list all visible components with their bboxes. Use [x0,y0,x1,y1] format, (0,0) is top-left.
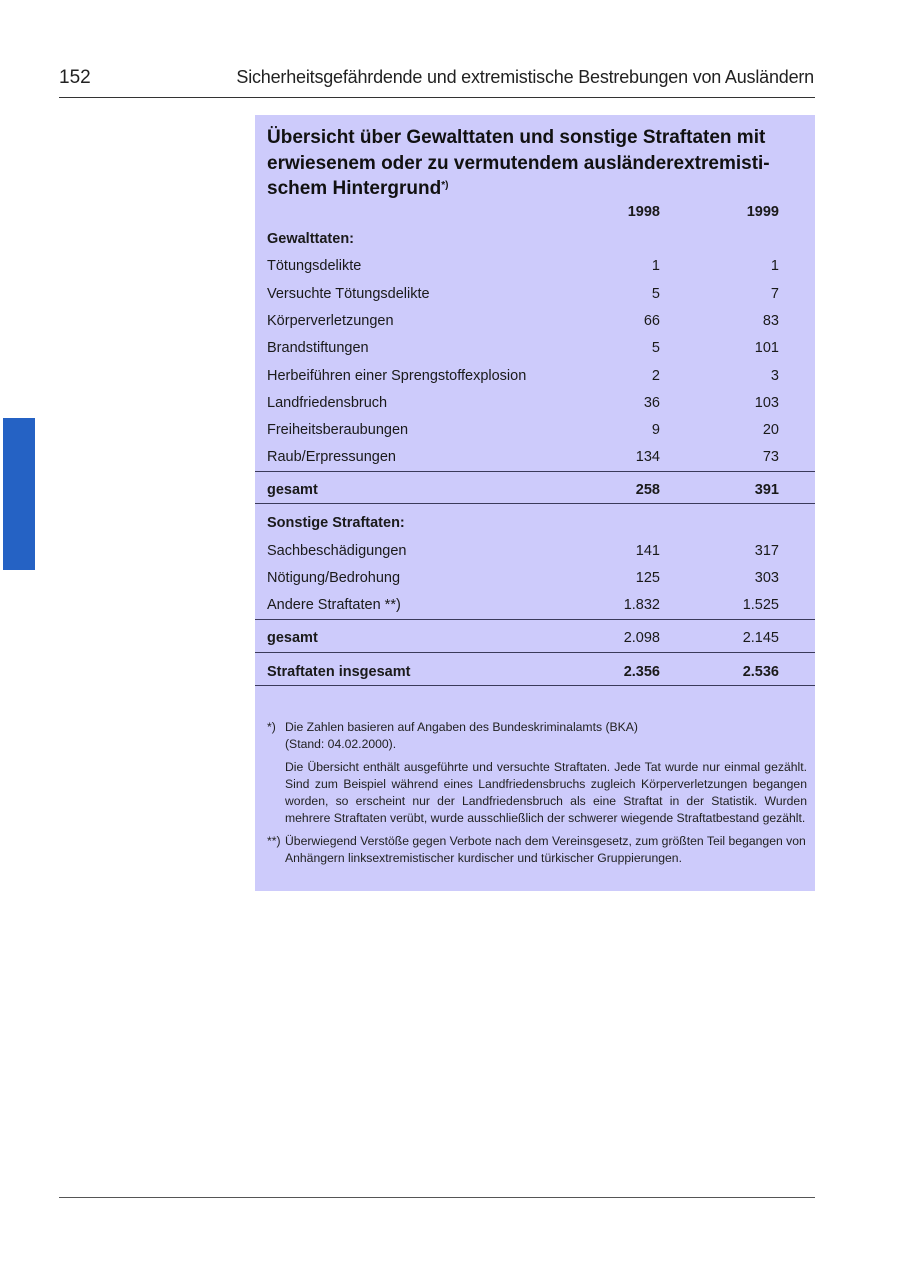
table-row [255,538,815,565]
footnote [267,719,807,827]
row-value-1999: 1 [770,258,779,274]
table-row [255,308,815,335]
total-row-violent [255,477,815,504]
row-value-1998: 5 [651,285,660,302]
row-label: gesamt [267,482,318,498]
divider [255,471,815,472]
total-row-other [255,625,815,652]
footnotes [267,719,807,873]
row-value-1998: 9 [651,422,660,438]
row-value-1998: 134 [635,449,660,465]
row-value-1998: 258 [635,482,660,498]
row-value-1998: 1 [651,258,660,274]
row-value-1999: 303 [754,570,779,586]
row-value-1999: 2.145 [742,630,779,646]
running-title: Sicherheitsgefährdende und extremistische Bestrebungen von Ausländern [236,67,814,87]
footnote-mark: **) [267,834,281,848]
row-value-1998: 1.832 [623,597,660,613]
divider [255,685,815,686]
divider [255,503,815,504]
table-row [255,363,815,390]
row-value-1998: 141 [635,543,660,559]
row-label: gesamt [267,630,318,646]
row-label: Brandstiftungen [267,340,369,356]
footnote-text: Überwiegend Verstöße gegen Verbote nach dem Vereinsgesetz, zum größten Teil begangen von Anhängern linksextremistischer kurdischer und türkischer Gruppierungen. [285,834,806,865]
table-row [255,335,815,362]
row-label: Herbeiführen einer Sprengstoffexplosion [267,367,527,384]
column-header-1999: 1999 [746,204,779,220]
footnote-mark: *) [267,720,276,734]
row-value-1999: 2.536 [742,664,779,680]
row-value-1998: 2.098 [623,630,660,646]
row-label: Versuchte Tötungsdelikte [267,285,430,302]
row-value-1999: 3 [770,367,779,384]
row-value-1998: 125 [635,570,660,586]
table-row [255,281,815,308]
row-label: Sachbeschädigungen [267,543,407,559]
column-header-row [255,199,815,226]
grand-total-row [255,659,815,686]
table-row [255,444,815,471]
divider [255,652,815,653]
table-row [255,253,815,280]
row-value-1999: 317 [754,543,779,559]
row-value-1998: 5 [651,340,660,356]
row-value-1999: 7 [770,285,779,302]
statistics-box [255,115,815,891]
row-label: Körperverletzungen [267,313,394,329]
row-value-1999: 73 [762,449,779,465]
row-value-1999: 20 [762,422,779,438]
table-row [255,417,815,444]
row-label: Raub/Erpressungen [267,449,396,465]
chapter-side-tab [3,418,35,570]
row-value-1998: 66 [643,313,660,329]
row-value-1999: 391 [754,482,779,498]
row-label: Landfriedensbruch [267,395,388,411]
section-heading-label: Sonstige Straftaten: [267,515,405,531]
footnote-text: Die Zahlen basieren auf Angaben des Bundeskriminalamts (BKA) (Stand: 04.02.2000). [285,720,638,751]
table-title-text: Übersicht über Gewalttaten und sonstige Straftaten mit erwiesenem oder zu vermutendem ausländerextremisti- schem Hintergrund [267,127,770,199]
section-heading-other [255,510,815,537]
row-value-1998: 2.356 [623,664,660,680]
footer-rule [59,1197,815,1198]
row-value-1999: 1.525 [742,597,779,613]
table-row [255,592,815,619]
section-heading-label: Gewalttaten: [267,231,355,247]
column-header-1998: 1998 [627,204,660,220]
footnote-text: Die Übersicht enthält ausgeführte und versuchte Straftaten. Jede Tat wurde nur einmal gezählt. Sind zum Beispiel während eines Landfriedensbruchs zugleich Körperverletzungen begangen worden, so erscheint nur der Landfriedensbruch als eine Straftat in der Statistik. Wurden mehrere Straftaten verübt, wurde ausschließlich der schwerer wiegende Straftatbestand gezählt. [285,760,807,825]
row-value-1998: 36 [643,395,660,411]
page-number: 152 [59,67,91,88]
row-value-1999: 83 [762,313,779,329]
row-label: Nötigung/Bedrohung [267,570,401,586]
table-row [255,390,815,417]
row-label: Straftaten insgesamt [267,664,411,680]
section-heading-violent [255,226,815,253]
row-label: Andere Straftaten **) [267,597,401,613]
row-value-1999: 101 [754,340,779,356]
row-label: Tötungsdelikte [267,258,362,274]
footnote [267,833,807,867]
header-rule [59,97,815,98]
row-value-1999: 103 [754,395,779,411]
row-label: Freiheitsberaubungen [267,422,409,438]
row-value-1998: 2 [651,367,660,384]
table-title [267,125,797,202]
table-row [255,565,815,592]
title-footnote-mark: *) [441,180,449,191]
divider [255,619,815,620]
